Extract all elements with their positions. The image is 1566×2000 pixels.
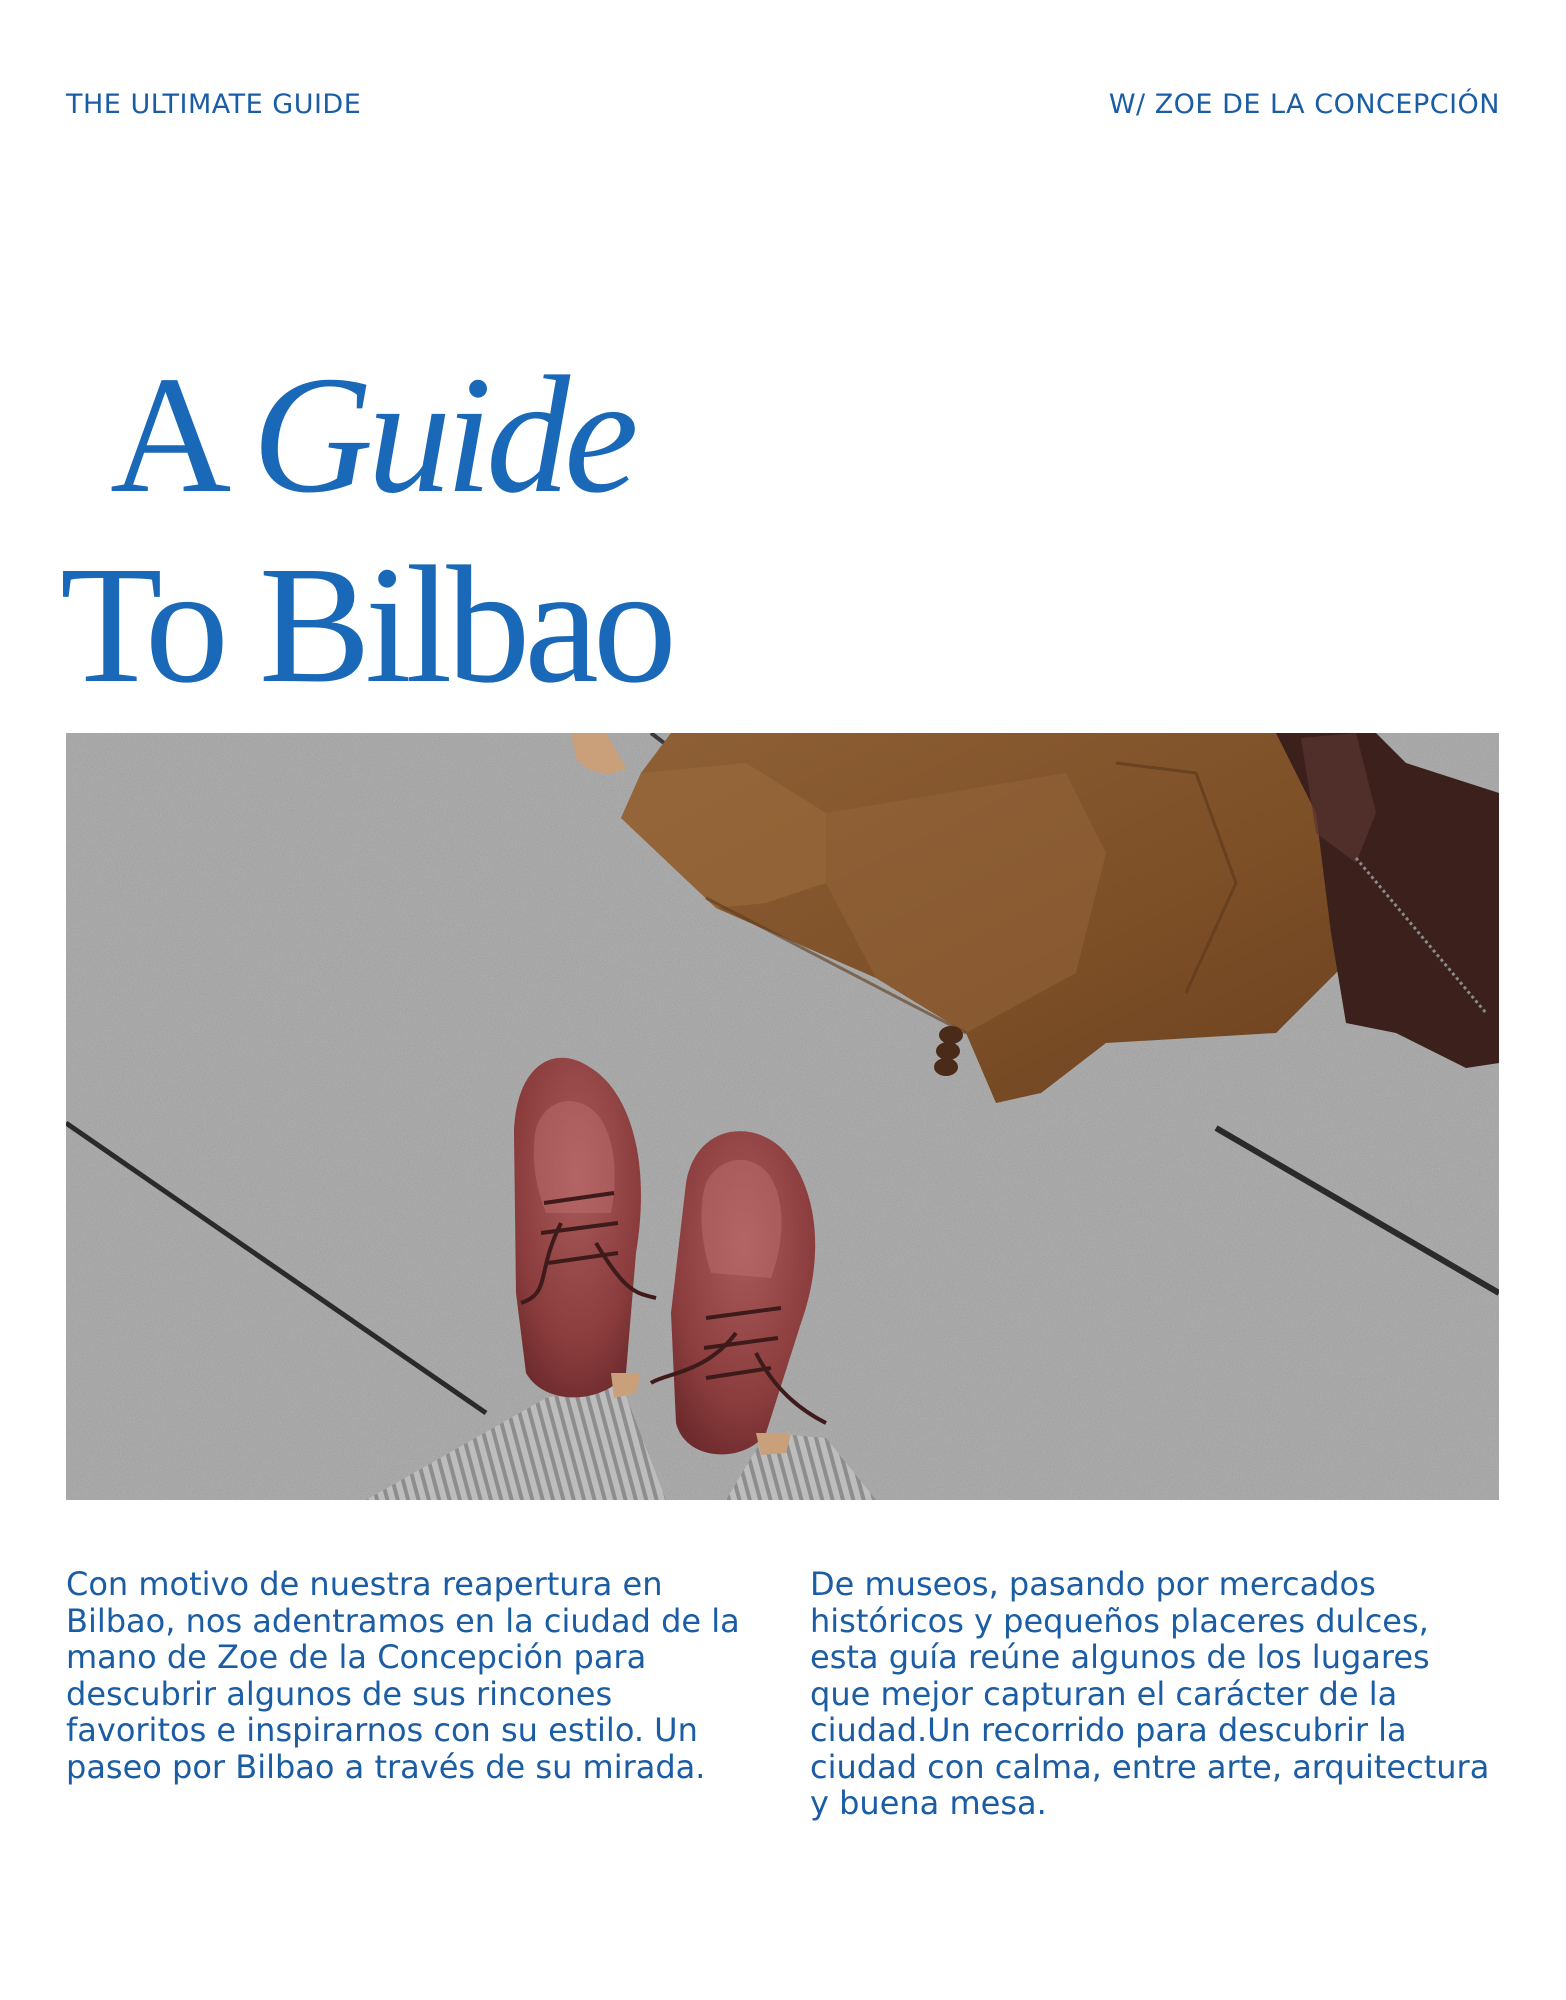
author-label: W/ ZOE DE LA CONCEPCIÓN [1108,88,1500,120]
title-line-1 [60,340,671,530]
intro-paragraph-right: De museos, pasando por mercados históricos y pequeños placeres dulces, esta guía reúne algunos de los lugares que mejor capturan el carácter de la ciudad.Un recorrido para descubrir la ciudad con calma, entre arte, arquitectura y buena mesa. [810,1565,1490,1822]
title-line-2: To Bilbao [60,532,671,718]
title-word-guide: Guide [252,342,633,528]
title-word-a: A [110,342,217,528]
page-title [60,340,671,720]
intro-text [66,1566,1500,1822]
intro-paragraph-left: Con motivo de nuestra reapertura en Bilbao, nos adentramos en la ciudad de la mano de Zoe de la Concepción para descubrir algunos de sus rincones favoritos e inspirarnos con su estilo. Un paseo por Bilbao a través de su mirada. [66,1565,740,1786]
page-header [66,86,1500,122]
guide-label: THE ULTIMATE GUIDE [66,88,362,120]
hero-photo [66,733,1499,1500]
hero-photo-illustration [66,733,1499,1500]
